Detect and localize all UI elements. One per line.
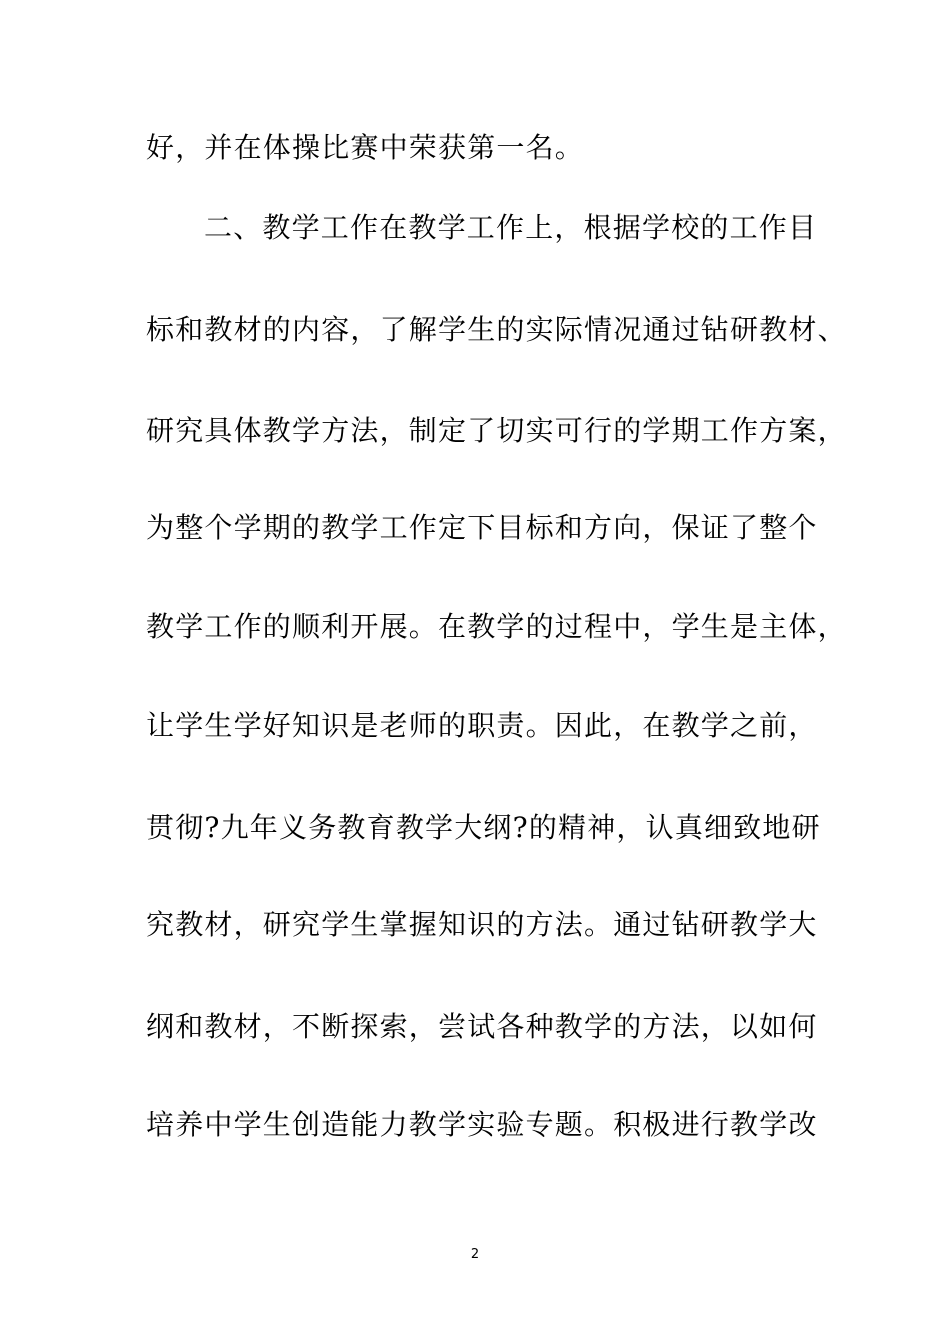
text-line: 究教材，研究学生掌握知识的方法。通过钻研教学大: [146, 908, 818, 941]
text-line: 贯彻?九年义务教育教学大纲?的精神，认真细致地研: [146, 811, 821, 844]
paragraph-start-line: 二、教学工作在教学工作上，根据学校的工作目: [204, 211, 818, 244]
text-line: 让学生学好知识是老师的职责。因此，在教学之前，: [146, 709, 818, 742]
text-line: 研究具体教学方法，制定了切实可行的学期工作方案，: [146, 414, 847, 447]
text-line: 为整个学期的教学工作定下目标和方向，保证了整个: [146, 511, 818, 544]
text-line: 纲和教材，不断探索，尝试各种教学的方法，以如何: [146, 1010, 818, 1043]
text-line: 标和教材的内容，了解学生的实际情况通过钻研教材、: [146, 313, 847, 346]
text-line: 好，并在体操比赛中荣获第一名。: [146, 131, 585, 164]
text-line: 教学工作的顺利开展。在教学的过程中，学生是主体，: [146, 610, 847, 643]
page-number: 2: [470, 1247, 480, 1262]
text-line: 培养中学生创造能力教学实验专题。积极进行教学改: [146, 1108, 818, 1141]
